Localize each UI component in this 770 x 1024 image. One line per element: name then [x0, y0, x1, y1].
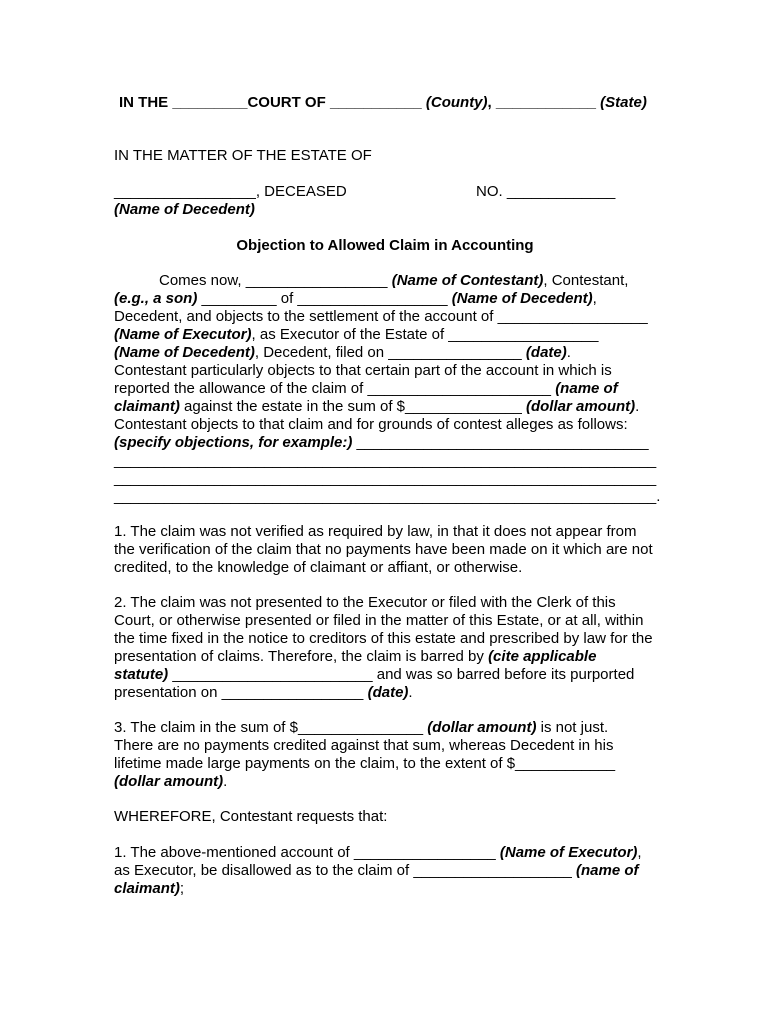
case-number-line: NO. _____________: [476, 183, 616, 200]
body-text: ________________________ and was so barred before its purported: [168, 666, 635, 683]
body-text: .: [408, 684, 413, 701]
objections-caption: (specify objections, for example:): [114, 434, 353, 451]
court-type-blank: _________: [172, 94, 248, 111]
body-line-8: [114, 398, 639, 416]
objection-2-line-2: Court, or otherwise presented or filed in the matter of this Estate, or at all, within: [114, 612, 644, 629]
objection-3-line-4: [114, 773, 227, 791]
body-line-5: [114, 344, 571, 362]
objection-3-line-1: [114, 719, 608, 737]
body-text: ;: [179, 880, 185, 897]
body-line-7: [114, 380, 618, 398]
body-text: , Contestant,: [543, 272, 629, 289]
date-caption: (date): [525, 344, 567, 361]
wherefore-line: WHEREFORE, Contestant requests that:: [114, 808, 388, 825]
statute-caption: (cite applicable: [488, 648, 597, 665]
county-label: (County): [425, 94, 488, 111]
objection-3-line-2: There are no payments credited against that sum, whereas Decedent in his: [114, 737, 614, 754]
request-1-line-2: [114, 862, 639, 880]
request-1-line-3: [114, 880, 184, 898]
estate-matter-line: IN THE MATTER OF THE ESTATE OF: [114, 147, 372, 164]
court-of-label: COURT OF: [247, 94, 330, 111]
objection-2-line-4: [114, 648, 596, 666]
body-text: _________ of __________________: [197, 290, 452, 307]
decedent-caption: (Name of Decedent): [114, 344, 255, 361]
objection-blank-line: _________________________________________________________________.: [114, 488, 661, 505]
decedent-caption: (Name of Decedent): [114, 201, 255, 218]
body-text: , Decedent, filed on ________________: [254, 344, 526, 361]
decedent-line: _________________, DECEASED: [114, 183, 347, 200]
objection-1-line-1: 1. The claim was not verified as required by law, in that it does not appear from: [114, 523, 637, 540]
body-text: presentation on _________________: [114, 684, 368, 701]
body-text: ,: [592, 290, 597, 307]
contestant-caption: (Name of Contestant): [391, 272, 544, 289]
body-text: .: [635, 398, 640, 415]
decedent-caption: (Name of Decedent): [451, 290, 593, 307]
amount-caption: (dollar amount): [427, 719, 537, 736]
body-text: is not just.: [536, 719, 609, 736]
state-label: (State): [600, 94, 647, 111]
objection-2-line-3: the time fixed in the notice to creditors of this estate and prescribed by law for the: [114, 630, 653, 647]
body-line-10: [114, 434, 649, 452]
body-text: .: [566, 344, 571, 361]
state-blank: ____________: [495, 94, 596, 111]
body-line-4: [114, 326, 598, 344]
claimant-caption: claimant): [114, 880, 180, 897]
body-text: 3. The claim in the sum of $_______________: [114, 719, 428, 736]
body-text: against the estate in the sum of $______________: [179, 398, 526, 415]
body-text: .: [223, 773, 228, 790]
relation-caption: (e.g., a son): [114, 290, 198, 307]
date-caption: (date): [367, 684, 409, 701]
body-text: presentation of claims. Therefore, the claim is barred by: [114, 648, 489, 665]
body-text: ___________________________________: [352, 434, 649, 451]
body-line-3: Decedent, and objects to the settlement of the account of __________________: [114, 308, 648, 325]
body-line-1: [159, 272, 628, 290]
request-1-line-1: [114, 844, 642, 862]
header-comma: ,: [487, 94, 496, 111]
body-text: 1. The above-mentioned account of _________________: [114, 844, 500, 861]
claimant-caption: (name of: [576, 862, 639, 879]
claimant-caption: claimant): [114, 398, 180, 415]
statute-caption: statute): [114, 666, 169, 683]
body-text: ,: [637, 844, 642, 861]
court-prefix: IN THE: [119, 94, 173, 111]
body-text: Comes now, _________________: [159, 272, 392, 289]
objection-blank-line: _________________________________________________________________: [114, 470, 657, 487]
body-text: reported the allowance of the claim of ______________________: [114, 380, 556, 397]
body-line-6: Contestant particularly objects to that certain part of the account in which is: [114, 362, 612, 379]
objection-1-line-3: credited, to the knowledge of claimant or affiant, or otherwise.: [114, 559, 523, 576]
body-text: , as Executor of the Estate of __________________: [251, 326, 599, 343]
body-text: as Executor, be disallowed as to the claim of ___________________: [114, 862, 576, 879]
objection-2-line-1: 2. The claim was not presented to the Executor or filed with the Clerk of this: [114, 594, 616, 611]
objection-blank-line: _________________________________________________________________: [114, 452, 657, 469]
document-title: Objection to Allowed Claim in Accounting: [236, 237, 534, 254]
claimant-caption: (name of: [555, 380, 618, 397]
body-line-9: Contestant objects to that claim and for grounds of contest alleges as follows:: [114, 416, 628, 433]
objection-1-line-2: the verification of the claim that no payments have been made on it which are not: [114, 541, 653, 558]
executor-caption: (Name of Executor): [499, 844, 638, 861]
amount-caption: (dollar amount): [114, 773, 224, 790]
objection-2-line-5: [114, 666, 634, 684]
county-blank: ___________: [329, 94, 422, 111]
executor-caption: (Name of Executor): [114, 326, 252, 343]
body-line-2: [114, 290, 597, 308]
amount-caption: (dollar amount): [525, 398, 636, 415]
objection-3-line-3: lifetime made large payments on the claim, to the extent of $____________: [114, 755, 616, 772]
objection-2-line-6: [114, 684, 413, 702]
court-header: [119, 94, 647, 112]
